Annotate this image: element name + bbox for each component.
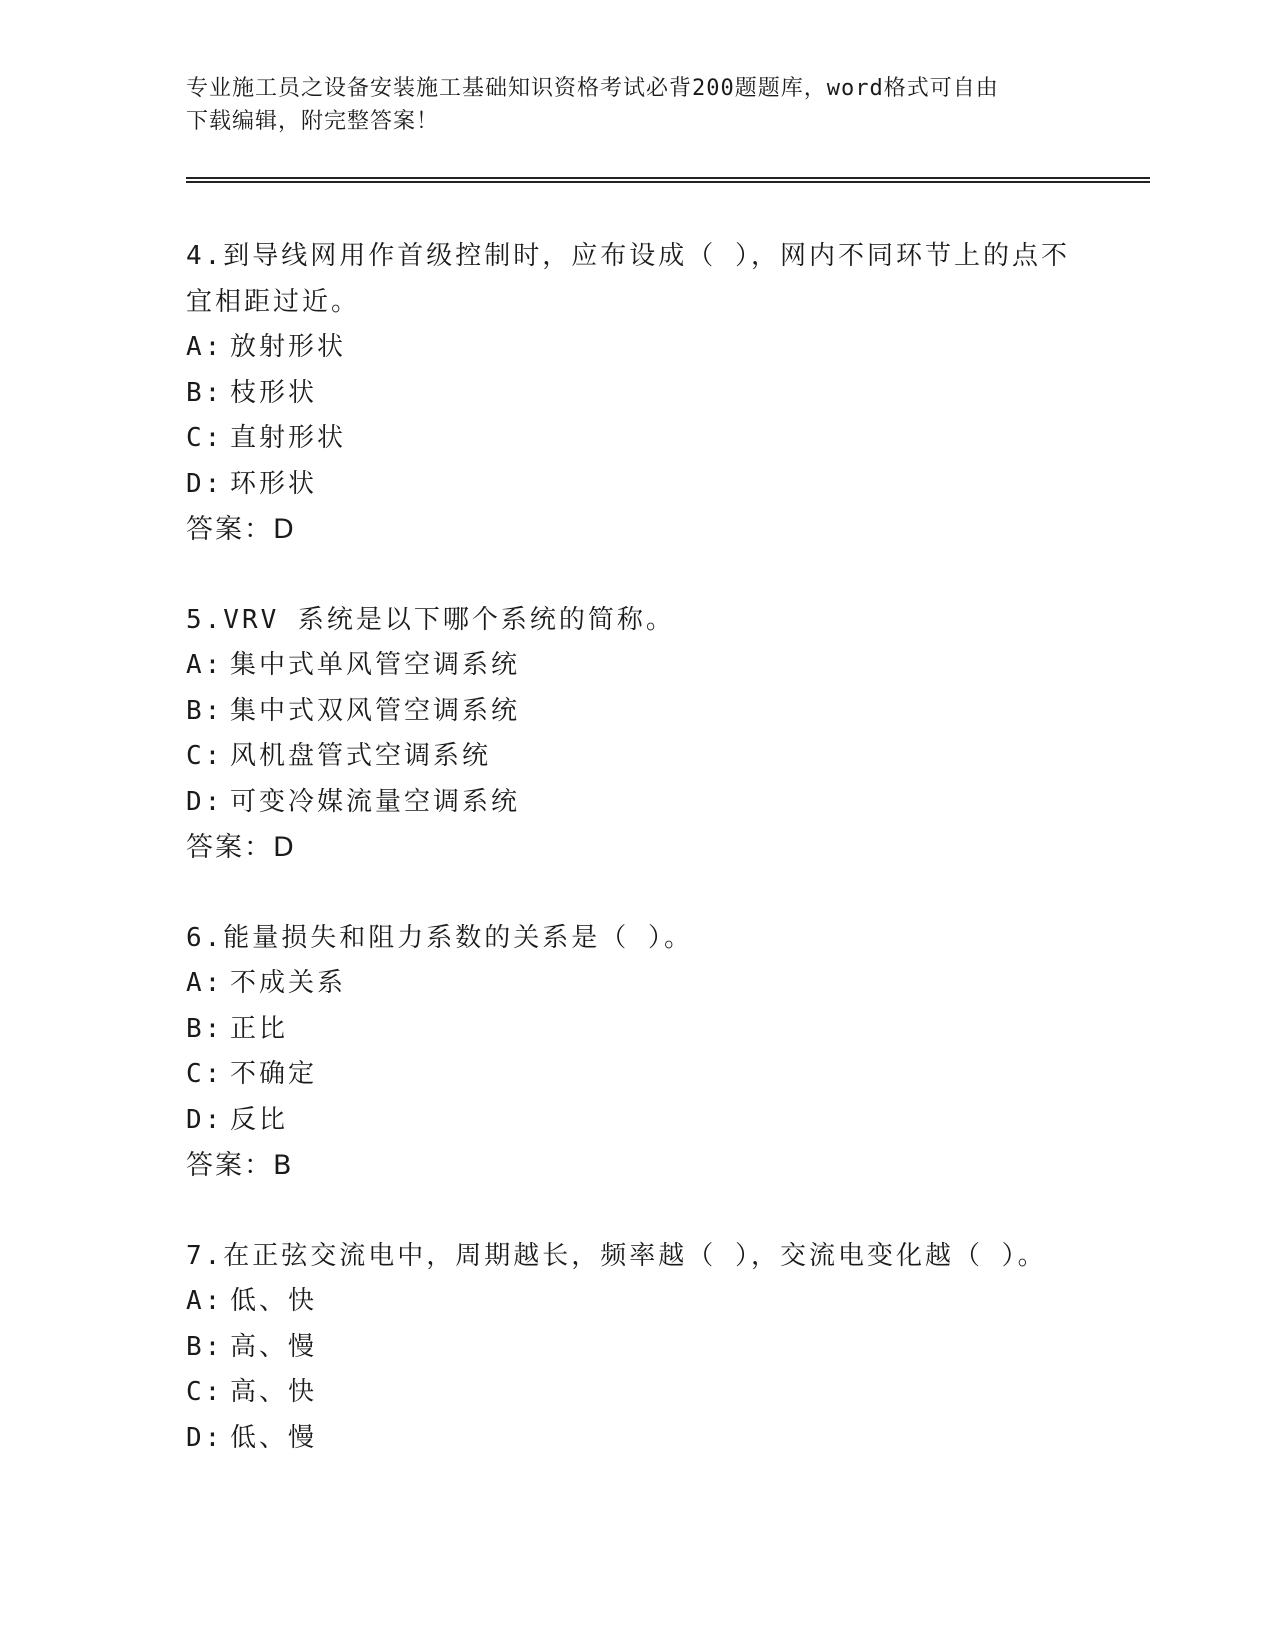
answer-line: 答案：B xyxy=(186,1150,294,1181)
option-letter: B: xyxy=(186,695,224,726)
question-stem-line: 5.VRV 系统是以下哪个系统的简称。 xyxy=(186,605,675,635)
option-text: 低、慢 xyxy=(230,1422,318,1453)
option-d xyxy=(186,780,1086,826)
option-text: 枝形状 xyxy=(230,377,318,408)
option-text: 可变冷媒流量空调系统 xyxy=(230,786,521,817)
option-a xyxy=(186,1279,1086,1325)
option-letter: A: xyxy=(186,650,224,680)
option-text: 环形状 xyxy=(230,468,318,499)
answer-line: 答案：D xyxy=(186,832,296,863)
option-text: 集中式单风管空调系统 xyxy=(230,650,521,680)
question-4 xyxy=(186,233,1086,553)
option-letter: D: xyxy=(186,1422,224,1453)
header-divider-top xyxy=(186,177,1150,179)
option-letter: C: xyxy=(186,423,224,453)
question-7 xyxy=(186,1233,1086,1461)
option-c xyxy=(186,1370,1086,1416)
option-text: 风机盘管式空调系统 xyxy=(230,741,492,771)
question-6 xyxy=(186,915,1086,1189)
option-letter: D: xyxy=(186,468,224,499)
option-b xyxy=(186,1007,1086,1053)
option-d xyxy=(186,462,1086,508)
document-header xyxy=(186,72,1066,138)
option-b xyxy=(186,371,1086,417)
option-a xyxy=(186,961,1086,1007)
question-5 xyxy=(186,597,1086,871)
option-c xyxy=(186,734,1086,780)
option-text: 正比 xyxy=(230,1013,289,1044)
option-text: 不确定 xyxy=(230,1059,318,1089)
option-text: 放射形状 xyxy=(230,332,347,362)
option-letter: C: xyxy=(186,1377,224,1407)
option-text: 集中式双风管空调系统 xyxy=(230,695,521,726)
header-divider-bottom xyxy=(186,181,1150,183)
option-letter: A: xyxy=(186,332,224,362)
question-stem-line: 宜相距过近。 xyxy=(186,287,361,317)
question-stem-line: 4.到导线网用作首级控制时，应布设成（ ），网内不同环节上的点不 xyxy=(186,241,1070,271)
option-letter: C: xyxy=(186,1059,224,1089)
option-c xyxy=(186,416,1086,462)
answer-line: 答案：D xyxy=(186,514,296,545)
option-letter: D: xyxy=(186,1104,224,1135)
option-text: 反比 xyxy=(230,1104,289,1135)
option-a xyxy=(186,325,1086,371)
option-c xyxy=(186,1052,1086,1098)
option-d xyxy=(186,1416,1086,1462)
option-a xyxy=(186,643,1086,689)
option-b xyxy=(186,689,1086,735)
header-line-1: 专业施工员之设备安装施工基础知识资格考试必背200题题库，word格式可自由 xyxy=(186,76,999,101)
option-letter: C: xyxy=(186,741,224,771)
header-line-2: 下载编辑，附完整答案！ xyxy=(186,109,440,134)
option-letter: B: xyxy=(186,377,224,408)
question-stem-line: 6.能量损失和阻力系数的关系是（ ）。 xyxy=(186,923,693,953)
option-letter: B: xyxy=(186,1013,224,1044)
option-text: 高、慢 xyxy=(230,1331,318,1362)
option-text: 低、快 xyxy=(230,1286,318,1316)
option-letter: A: xyxy=(186,1286,224,1316)
option-letter: A: xyxy=(186,968,224,998)
option-b xyxy=(186,1325,1086,1371)
question-stem-line: 7.在正弦交流电中，周期越长，频率越（ ），交流电变化越（ ）。 xyxy=(186,1241,1047,1271)
option-text: 直射形状 xyxy=(230,423,347,453)
option-letter: D: xyxy=(186,786,224,817)
option-letter: B: xyxy=(186,1331,224,1362)
option-text: 高、快 xyxy=(230,1377,318,1407)
option-text: 不成关系 xyxy=(230,968,347,998)
option-d xyxy=(186,1098,1086,1144)
